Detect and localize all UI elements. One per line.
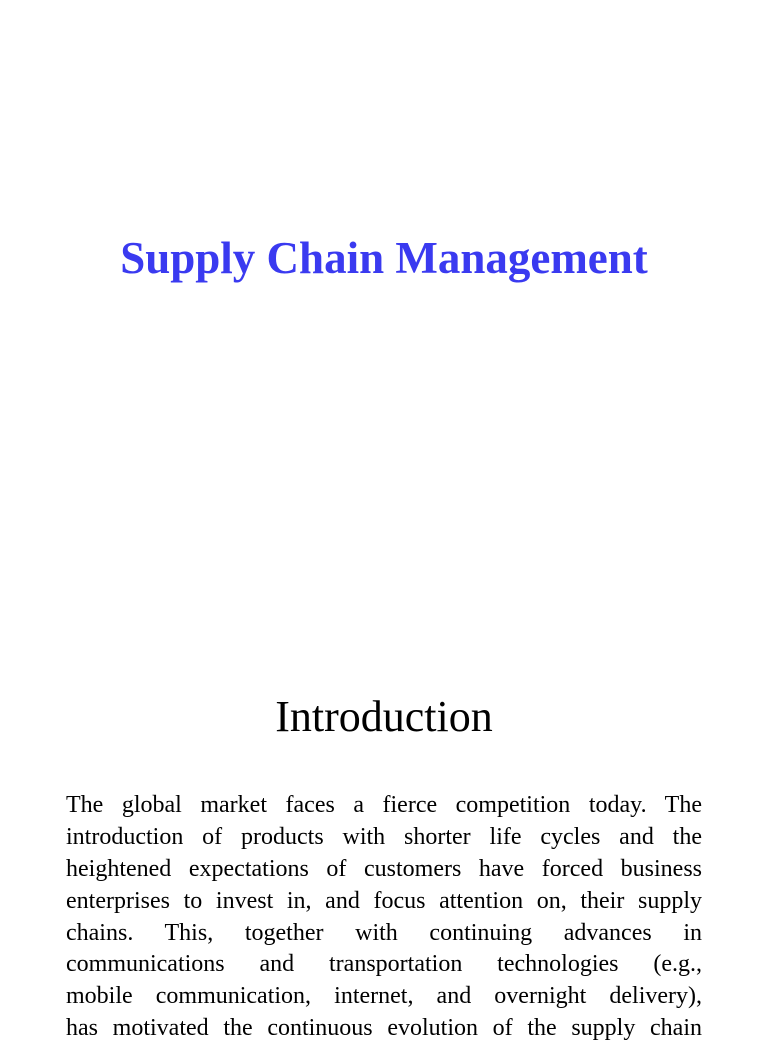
paragraph-line: heightened expectations of customers have forced business (66, 855, 702, 882)
paragraph-line: has motivated the continuous evolution of the supply chain (66, 1015, 702, 1042)
document-title: Supply Chain Management (120, 233, 648, 283)
paragraph-line: chains. This, together with continuing advances in (66, 919, 702, 946)
paragraph-line: communications and transportation technologies (e.g., (66, 951, 702, 978)
paragraph-line: mobile communication, internet, and overnight delivery), (66, 983, 702, 1010)
paragraph-line: introduction of products with shorter life cycles and the (66, 823, 702, 850)
introduction-paragraph (66, 790, 702, 1045)
section-heading-introduction: Introduction (275, 692, 493, 741)
paragraph-line: enterprises to invest in, and focus attention on, their supply (66, 887, 702, 914)
paragraph-line: The global market faces a fierce competition today. The (66, 792, 702, 818)
